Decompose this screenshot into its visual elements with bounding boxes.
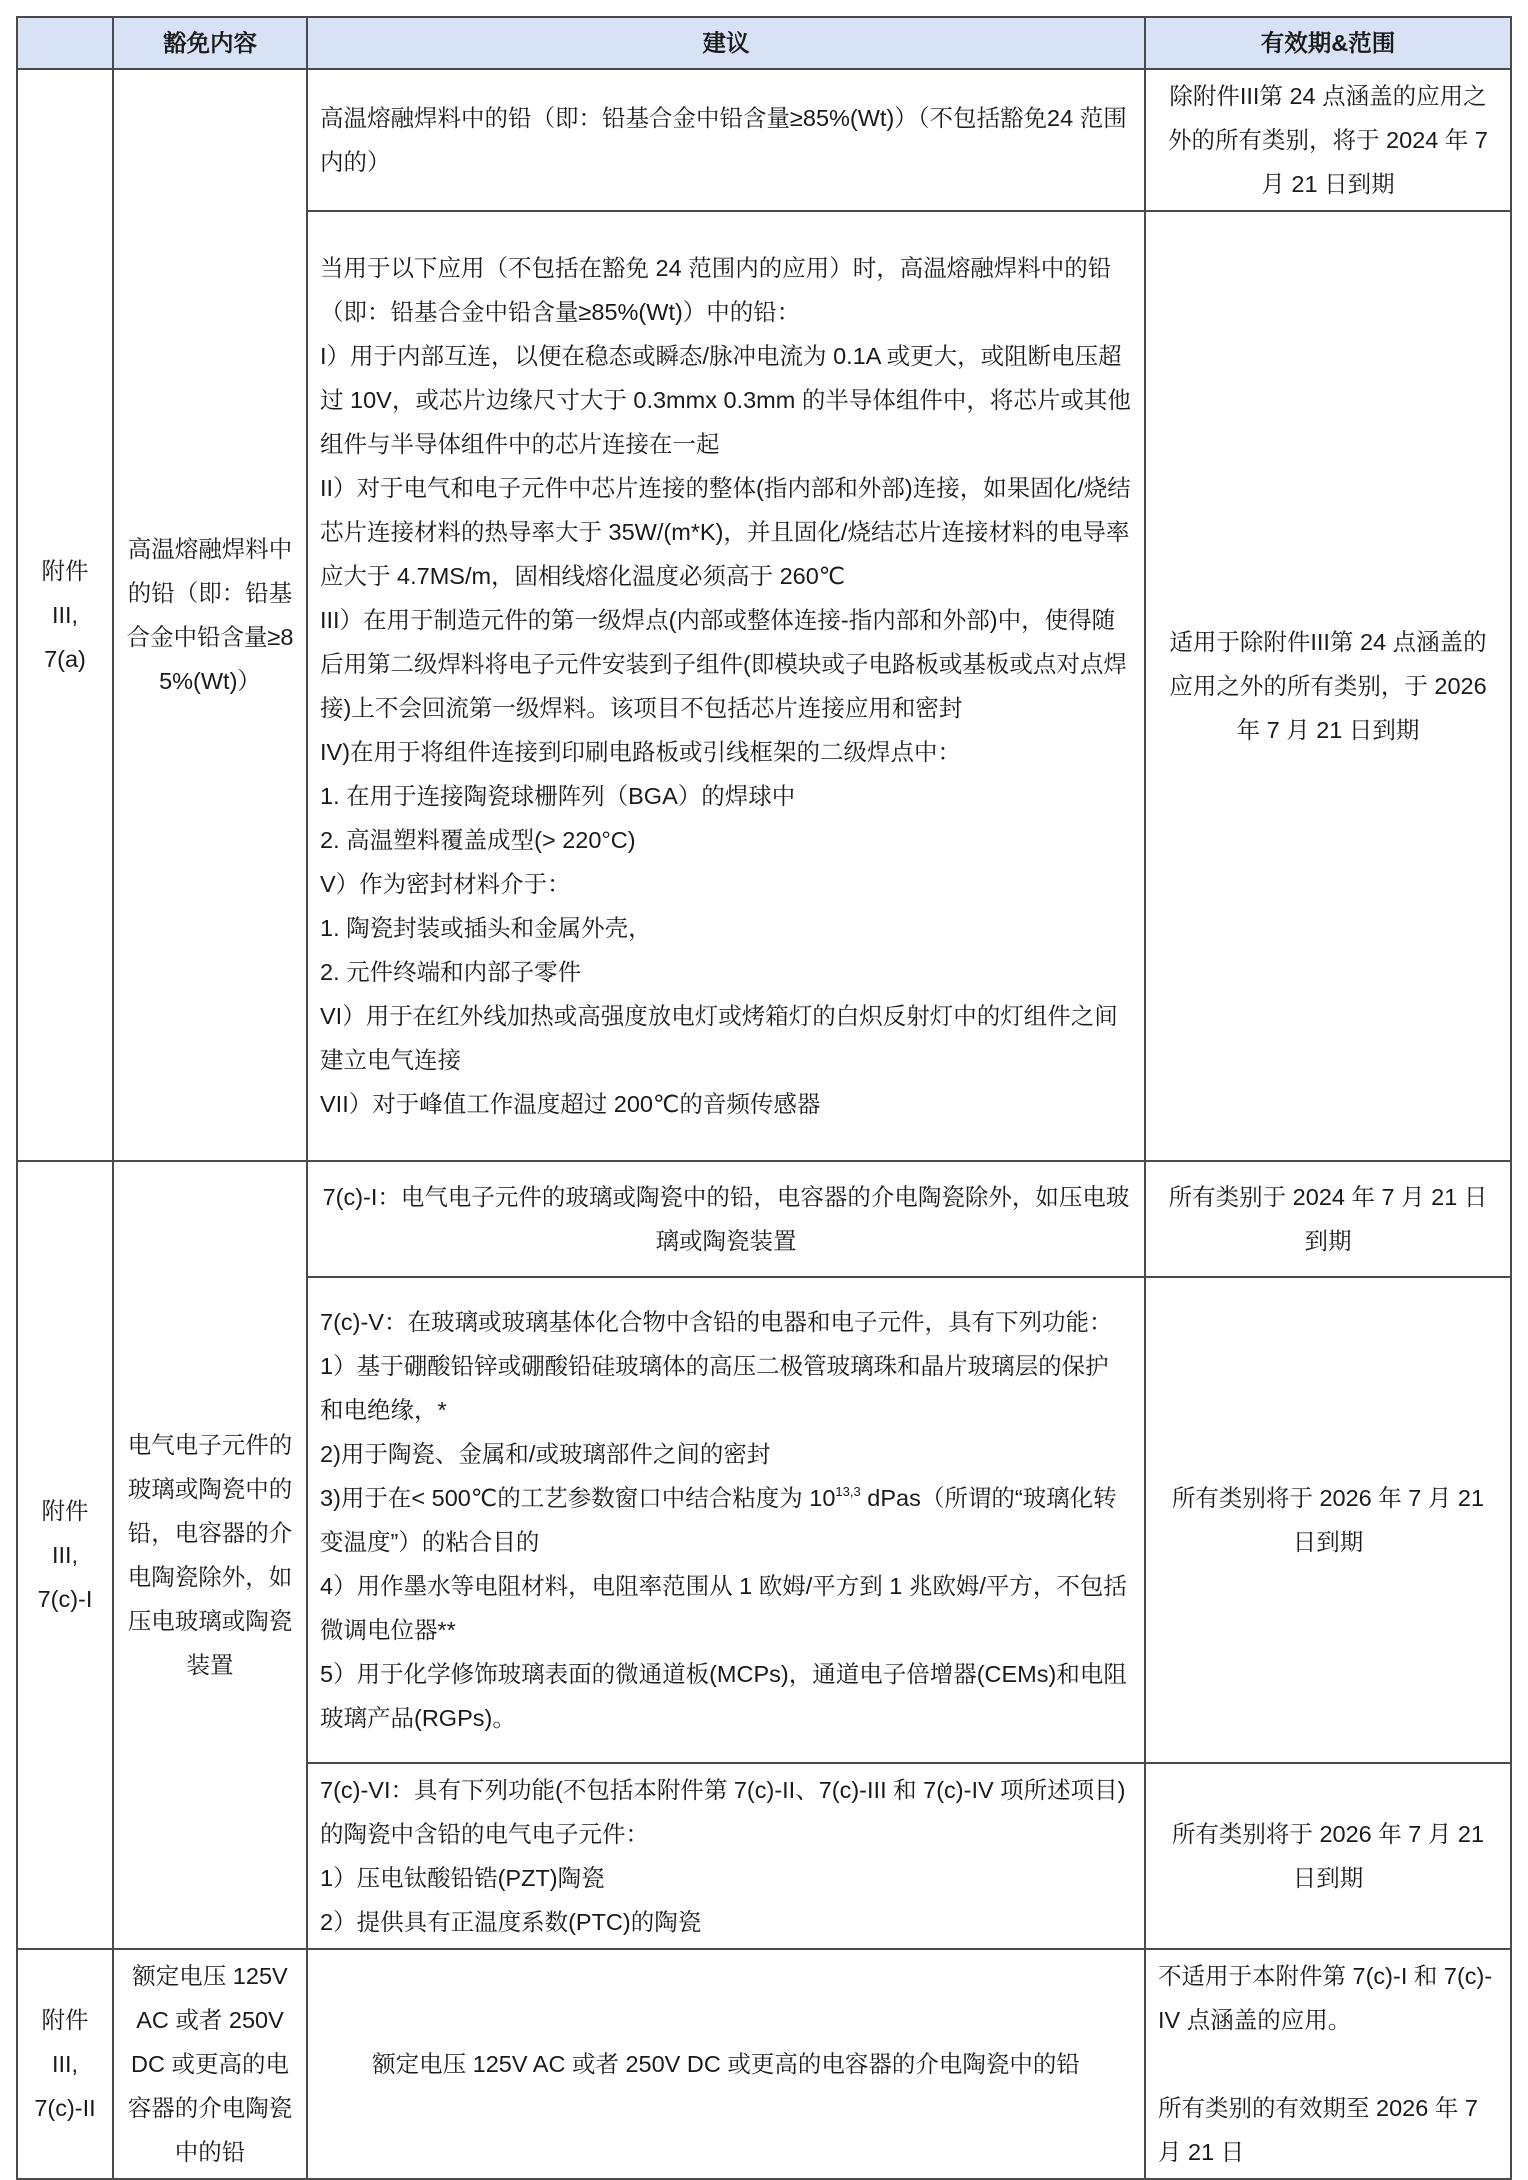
recommendation-cell: 7(c)-I：电气电子元件的玻璃或陶瓷中的铅，电容器的介电陶瓷除外，如压电玻璃或陶瓷装置 xyxy=(307,1161,1145,1277)
header-annex xyxy=(17,17,113,69)
header-recommendation: 建议 xyxy=(307,17,1145,69)
table-header-row xyxy=(17,17,1511,69)
table-row xyxy=(17,1161,1511,1277)
annex-cell: 附件 III, 7(a) xyxy=(17,69,113,1161)
annex-cell: 附件 III, 7(c)-I xyxy=(17,1161,113,1949)
table-row xyxy=(17,69,1511,211)
expiry-cell: 所有类别于 2024 年 7 月 21 日到期 xyxy=(1145,1161,1511,1277)
expiry-cell: 适用于除附件III第 24 点涵盖的应用之外的所有类别，于 2026 年 7 月 21 日到期 xyxy=(1145,211,1511,1161)
expiry-cell: 所有类别将于 2026 年 7 月 21 日到期 xyxy=(1145,1763,1511,1949)
expiry-cell: 所有类别将于 2026 年 7 月 21 日到期 xyxy=(1145,1277,1511,1763)
recommendation-cell: 高温熔融焊料中的铅（即：铅基合金中铅含量≥85%(Wt)）（不包括豁免24 范围内的） xyxy=(307,69,1145,211)
expiry-cell: 不适用于本附件第 7(c)-I 和 7(c)-IV 点涵盖的应用。 所有类别的有效期至 2026 年 7 月 21 日 xyxy=(1145,1949,1511,2179)
expiry-cell: 除附件III第 24 点涵盖的应用之外的所有类别，将于 2024 年 7 月 21 日到期 xyxy=(1145,69,1511,211)
recommendation-cell: 7(c)-VI：具有下列功能(不包括本附件第 7(c)-II、7(c)-III 和 7(c)-IV 项所述项目)的陶瓷中含铅的电气电子元件： 1）压电钛酸铅锆(PZT)陶瓷 2）提供具有正温度系数(PTC)的陶瓷 xyxy=(307,1763,1145,1949)
exemption-content-cell: 额定电压 125V AC 或者 250V DC 或更高的电容器的介电陶瓷中的铅 xyxy=(113,1949,307,2179)
exemption-content-cell: 高温熔融焊料中的铅（即：铅基合金中铅含量≥85%(Wt)） xyxy=(113,69,307,1161)
annex-cell: 附件 III, 7(c)-II xyxy=(17,1949,113,2179)
recommendation-cell: 额定电压 125V AC 或者 250V DC 或更高的电容器的介电陶瓷中的铅 xyxy=(307,1949,1145,2179)
recommendation-cell: 当用于以下应用（不包括在豁免 24 范围内的应用）时，高温熔融焊料中的铅（即：铅基合金中铅含量≥85%(Wt)）中的铅： I）用于内部互连，以便在稳态或瞬态/脉冲电流为 0.1A 或更大，或阻断电压超过 10V，或芯片边缘尺寸大于 0.3mmx 0.3mm 的半导体组件中，将芯片或其他组件与半导体组件中的芯片连接在一起 II）对于电气和电子元件中芯片连接的整体(指内部和外部)连接，如果固化/烧结芯片连接材料的热导率大于 35W/(m*K)，并且固化/烧结芯片连接材料的电导率应大于 4.7MS/m，固相线熔化温度必须高于 260℃ III）在用于制造元件的第一级焊点(内部或整体连接-指内部和外部)中，使得随后用第二级焊料将电子元件安装到子组件(即模块或子电路板或基板或点对点焊接)上不会回流第一级焊料。该项目不包括芯片连接应用和密封 IV)在用于将组件连接到印刷电路板或引线框架的二级焊点中： 1. 在用于连接陶瓷球栅阵列（BGA）的焊球中 2. 高温塑料覆盖成型(> 220°C) V）作为密封材料介于： 1. 陶瓷封装或插头和金属外壳， 2. 元件终端和内部子零件 VI）用于在红外线加热或高强度放电灯或烤箱灯的白炽反射灯中的灯组件之间建立电气连接 VII）对于峰值工作温度超过 200℃的音频传感器 xyxy=(307,211,1145,1161)
header-expiry-scope: 有效期&范围 xyxy=(1145,17,1511,69)
recommendation-cell: 7(c)-V：在玻璃或玻璃基体化合物中含铅的电器和电子元件，具有下列功能： 1）基于硼酸铅锌或硼酸铅硅玻璃体的高压二极管玻璃珠和晶片玻璃层的保护和电绝缘，* 2)用于陶瓷、金属和/或玻璃部件之间的密封 3)用于在< 500℃的工艺参数窗口中结合粘度为 10$^{13,3}$ dPas（所谓的“玻璃化转变温度”）的粘合目的 4）用作墨水等电阻材料，电阻率范围从 1 欧姆/平方到 1 兆欧姆/平方，不包括微调电位器** 5）用于化学修饰玻璃表面的微通道板(MCPs)，通道电子倍增器(CEMs)和电阻玻璃产品(RGPs)。 xyxy=(307,1277,1145,1763)
header-exemption-content: 豁免内容 xyxy=(113,17,307,69)
exemption-content-cell: 电气电子元件的玻璃或陶瓷中的铅，电容器的介电陶瓷除外，如压电玻璃或陶瓷装置 xyxy=(113,1161,307,1949)
exemption-table xyxy=(16,16,1512,2180)
table-row xyxy=(17,1949,1511,2179)
